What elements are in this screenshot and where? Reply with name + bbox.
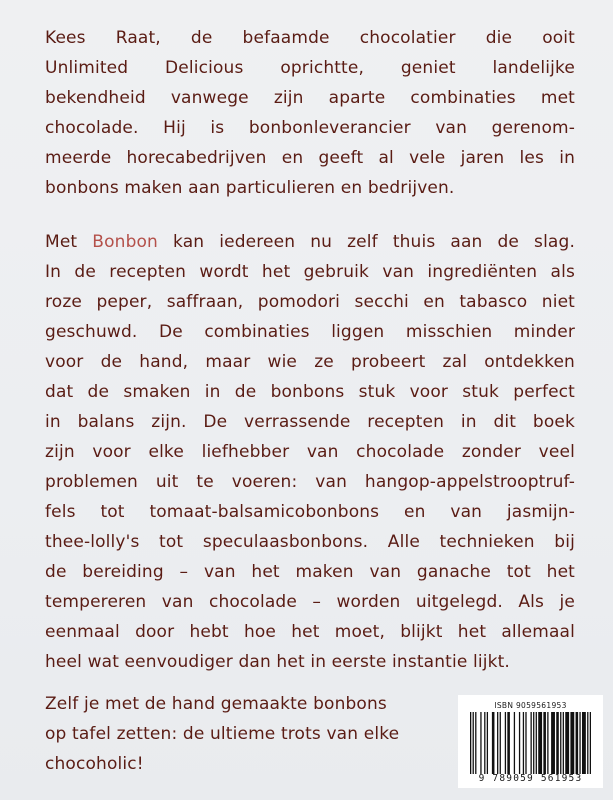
barcode-bar bbox=[560, 712, 561, 774]
text-line: de bereiding – van het maken van ganache tot het bbox=[45, 562, 575, 582]
barcode-bar bbox=[475, 712, 476, 774]
barcode-bar bbox=[556, 712, 559, 774]
barcode-bar bbox=[500, 712, 501, 774]
barcode-bar bbox=[497, 712, 498, 774]
text-line: Unlimited Delicious oprichtte, geniet landelijke bbox=[45, 58, 575, 78]
text-line: geschuwd. De combinaties liggen misschien minder bbox=[45, 322, 575, 342]
barcode-bar bbox=[576, 712, 579, 774]
barcode-bar bbox=[590, 712, 591, 774]
barcode-bar bbox=[563, 712, 564, 774]
book-title-brand: Bonbon bbox=[92, 232, 158, 252]
text-line: Kees Raat, de befaamde chocolatier die ooit bbox=[45, 28, 575, 48]
book-description-paragraph bbox=[45, 227, 575, 677]
barcode-bar bbox=[538, 712, 542, 774]
text-line: in balans zijn. De verrassende recepten in dit boek bbox=[45, 412, 575, 432]
barcode-bar bbox=[473, 712, 474, 774]
barcode-bar bbox=[587, 712, 588, 774]
text-line: bekendheid vanwege zijn aparte combinaties met bbox=[45, 88, 575, 108]
text-line: voor de hand, maar wie ze probeert zal ontdekken bbox=[45, 352, 575, 372]
barcode-bar bbox=[531, 712, 532, 774]
barcode-bar bbox=[470, 712, 471, 774]
barcode-bar bbox=[484, 712, 485, 774]
isbn-label: ISBN 9059561953 bbox=[494, 701, 567, 710]
barcode-bar bbox=[536, 712, 537, 774]
text-line: fels tot tomaat-balsamicobonbons en van jasmijn- bbox=[45, 502, 575, 522]
barcode-bar bbox=[551, 712, 555, 774]
text-line: tempereren van chocolade – worden uitgelegd. Als je bbox=[45, 592, 575, 612]
barcode-bar bbox=[505, 712, 506, 774]
text-line: chocoholic! bbox=[45, 754, 144, 774]
barcode-bar bbox=[579, 712, 580, 774]
barcode-bar bbox=[519, 712, 520, 774]
barcode-bar bbox=[492, 712, 495, 774]
barcode-bar bbox=[533, 712, 534, 774]
isbn-barcode bbox=[458, 695, 603, 788]
barcode-bar bbox=[582, 712, 586, 774]
barcode-bar bbox=[525, 712, 526, 774]
text-line: zijn voor elke liefhebber van chocolade zonder veel bbox=[45, 442, 575, 462]
text-line: problemen uit te voeren: van hangop-appelstrooptruf- bbox=[45, 472, 575, 492]
closing-paragraph bbox=[45, 689, 445, 779]
barcode-bar bbox=[507, 712, 510, 774]
barcode-bar bbox=[570, 712, 574, 774]
text-line: bonbons maken aan particulieren en bedrijven. bbox=[45, 178, 455, 198]
barcode-bar bbox=[487, 712, 488, 774]
text-line: meerde horecabedrijven en geeft al vele jaren les in bbox=[45, 148, 575, 168]
text-fragment: kan iedereen nu zelf thuis aan de slag. bbox=[158, 232, 575, 252]
text-line: eenmaal door hebt hoe het moet, blijkt het allemaal bbox=[45, 622, 575, 642]
text-fragment: Met bbox=[45, 232, 93, 252]
isbn-digits: 9 789059 561953 bbox=[478, 773, 583, 784]
barcode-bar bbox=[543, 712, 546, 774]
text-line: chocolade. Hij is bonbonleverancier van gerenom- bbox=[45, 118, 575, 138]
text-line: roze peper, saffraan, pomodori secchi en tabasco niet bbox=[45, 292, 575, 312]
text-line: In de recepten wordt het gebruik van ingrediënten als bbox=[45, 262, 575, 282]
barcode-bar bbox=[565, 712, 569, 774]
text-line: Zelf je met de hand gemaakte bonbons bbox=[45, 694, 387, 714]
text-line-first bbox=[45, 227, 575, 257]
barcode-bar bbox=[480, 712, 481, 774]
text-line: heel wat eenvoudiger dan het in eerste instantie lijkt. bbox=[45, 652, 510, 672]
barcode-bar bbox=[523, 712, 524, 774]
text-line: dat de smaken in de bonbons stuk voor stuk perfect bbox=[45, 382, 575, 402]
author-paragraph bbox=[45, 23, 575, 203]
barcode-bars bbox=[470, 712, 591, 774]
barcode-bar bbox=[547, 712, 548, 774]
text-line: thee-lolly's tot speculaasbonbons. Alle technieken bij bbox=[45, 532, 575, 552]
barcode-bar bbox=[514, 712, 515, 774]
text-line: op tafel zetten: de ultieme trots van elke bbox=[45, 724, 400, 744]
